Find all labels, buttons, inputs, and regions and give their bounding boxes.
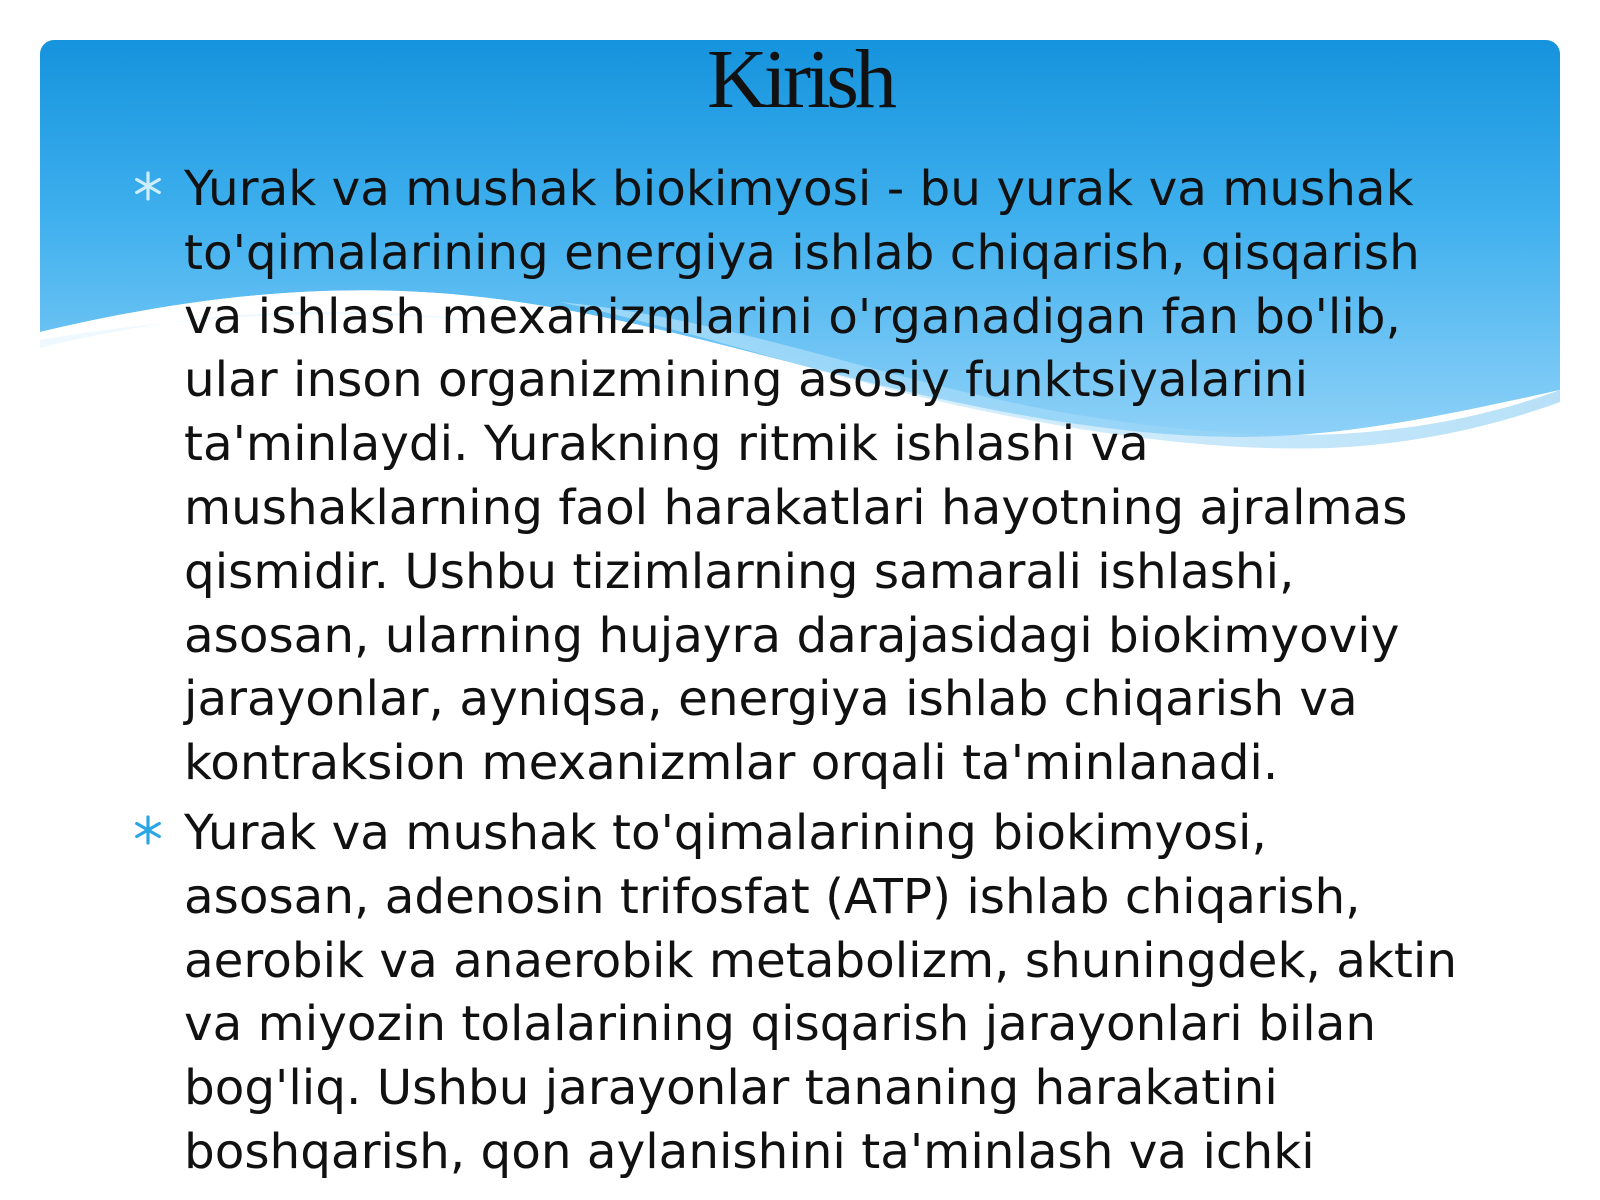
bullet-item bbox=[132, 802, 1462, 1185]
bullet-list bbox=[132, 158, 1462, 1191]
bullet-text: Yurak va mushak to'qimalarining biokimyosi, asosan, adenosin trifosfat (ATP) ishlab chiqarish, aerobik va anaerobik metabolizm, shuningdek, aktin va miyozin tolalarining qisqarish jarayonlari bilan bog'liq. Ushbu jarayonlar tananing harakatini boshqarish, qon aylanishini ta'minlash va ichki bbox=[184, 804, 1457, 1180]
bullet-item bbox=[132, 158, 1462, 796]
asterisk-icon bbox=[132, 814, 164, 846]
slide-title: Kirish bbox=[707, 33, 893, 126]
bullet-text: Yurak va mushak biokimyosi - bu yurak va mushak to'qimalarining energiya ishlab chiqarish, qisqarish va ishlash mexanizmlarini o'rganadigan fan bo'lib, ular inson organizmining asosiy funktsiyalarini ta'minlaydi. Yurakning ritmik ishlashi va mushaklarning faol harakatlari hayotning ajralmas qismidir. Ushbu tizimlarning samarali ishlashi, asosan, ularning hujayra darajasidagi biokimyoviy jarayonlar, ayniqsa, energiya ishlab chiqarish va kontraksion mexanizmlar orqali ta'minlanadi. bbox=[184, 161, 1420, 792]
asterisk-icon bbox=[132, 170, 164, 202]
